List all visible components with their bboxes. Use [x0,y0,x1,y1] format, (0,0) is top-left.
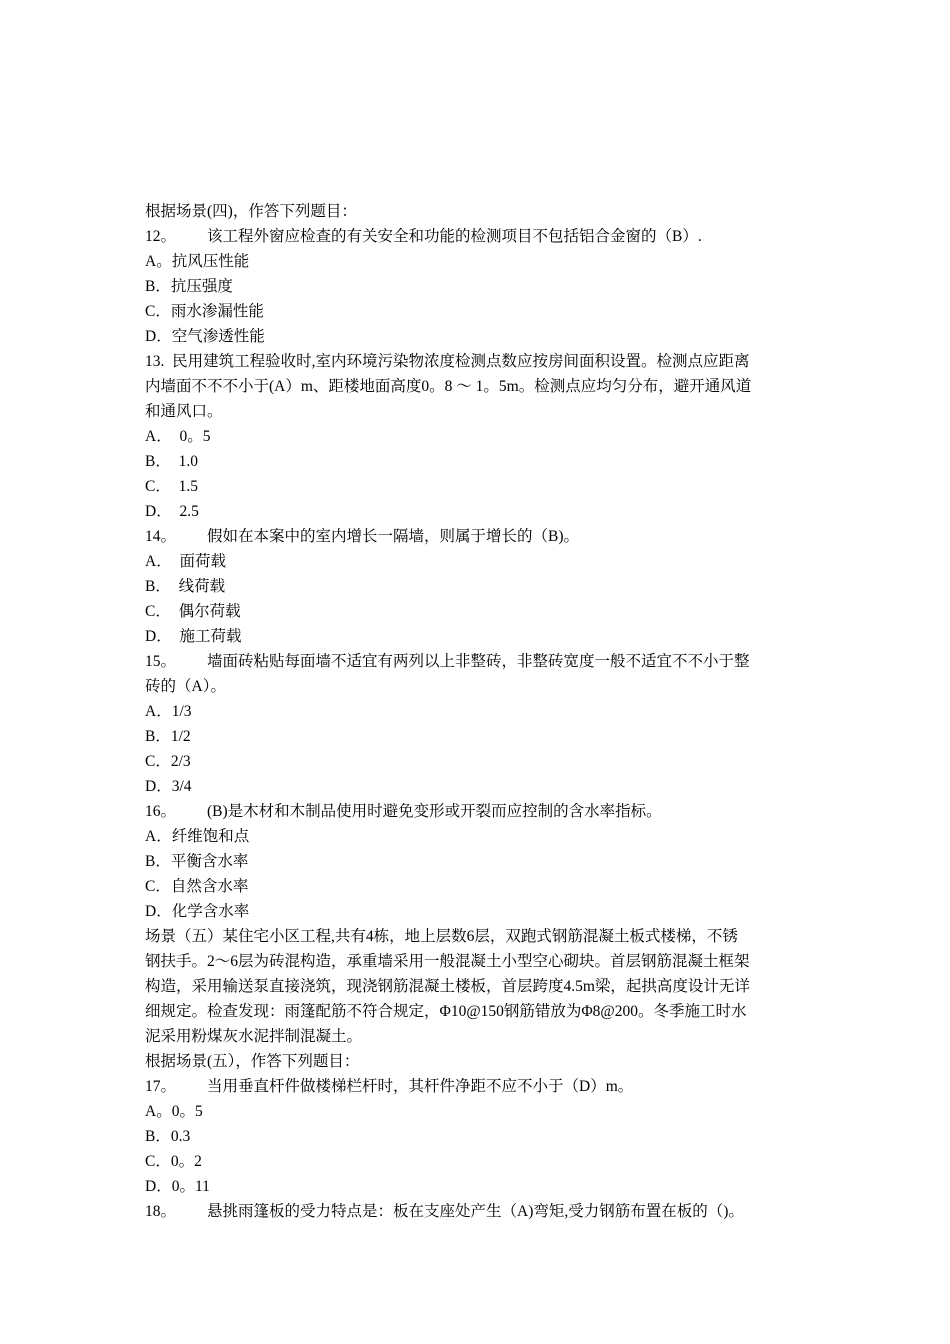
text-line: D．化学含水率 [145,903,250,920]
text-line: C． 偶尔荷载 [145,603,241,620]
text-line: 细规定。检查发现：雨篷配筋不符合规定，Φ10@150钢筋错放为Φ8@200。冬季施工时水 [145,1003,747,1020]
text-line: 16。 (B)是木材和木制品使用时避免变形或开裂而应控制的含水率指标。 [145,803,662,820]
text-line: 13. 民用建筑工程验收时,室内环境污染物浓度检测点数应按房间面积设置。检测点应距离 [145,353,750,370]
text-line: A． 0。5 [145,428,211,445]
text-line: 内墙面不不不小于(A）m、距楼地面高度0。8 ～ 1。5m。检测点应均匀分布，避开通风道 [145,378,752,395]
text-line: 钢扶手。2～6层为砖混构造，承重墙采用一般混凝土小型空心砌块。首层钢筋混凝土框架 [145,953,750,970]
text-line: 场景（五）某住宅小区工程,共有4栋，地上层数6层，双跑式钢筋混凝土板式楼梯，不锈 [145,928,738,945]
text-line: B． 线荷载 [145,578,226,595]
text-line: A．纤维饱和点 [145,828,250,845]
text-line: A． 面荷载 [145,553,226,570]
text-line: 17。 当用垂直杆件做楼梯栏杆时，其杆件净距不应不小于（D）m。 [145,1078,634,1095]
document-page [145,124,810,1224]
text-line: A．1/3 [145,703,192,720]
text-line: B．1/2 [145,728,191,745]
text-line: 泥采用粉煤灰水泥拌制混凝土。 [145,1028,363,1045]
text-line: 15。 墙面砖粘贴每面墙不适宜有两列以上非整砖，非整砖宽度一般不适宜不不小于整 [145,653,750,670]
text-line: B．抗压强度 [145,278,233,295]
text-line: C．0。2 [145,1153,202,1170]
text-line: D． 2.5 [145,503,199,520]
text-line: 18。 悬挑雨篷板的受力特点是：板在支座处产生（A)弯矩,受力钢筋布置在板的（)。 [145,1203,744,1220]
text-line: C．自然含水率 [145,878,249,895]
text-line: B．平衡含水率 [145,853,249,870]
text-line: C．2/3 [145,753,191,770]
text-line: B．0.3 [145,1128,191,1145]
text-line: D．0。11 [145,1178,210,1195]
text-line: 14。 假如在本案中的室内增长一隔墙，则属于增长的（B)。 [145,528,580,545]
text-line: A。0。5 [145,1103,203,1120]
text-line: C． 1.5 [145,478,198,495]
text-line: D．3/4 [145,778,192,795]
text-line: A。抗风压性能 [145,253,250,270]
text-line: 12。 该工程外窗应检查的有关安全和功能的检测项目不包括铝合金窗的（B）. [145,228,702,245]
text-line: 根据场景(五），作答下列题目： [145,1053,360,1070]
text-line: 根据场景(四)，作答下列题目： [145,203,357,220]
material-row [145,124,810,149]
text-line: 砖的（A）。 [145,678,226,695]
text-line: D． 施工荷载 [145,628,242,645]
text-line: 和通风口。 [145,403,223,420]
material-row [145,149,810,174]
text-line: 构造，采用输送泵直接浇筑，现浇钢筋混凝土楼板，首层跨度4.5m梁，起拱高度设计无详 [145,978,750,995]
text-line: D．空气渗透性能 [145,328,265,345]
text-line: B． 1.0 [145,453,198,470]
material-row [145,174,810,199]
text-line: C．雨水渗漏性能 [145,303,264,320]
